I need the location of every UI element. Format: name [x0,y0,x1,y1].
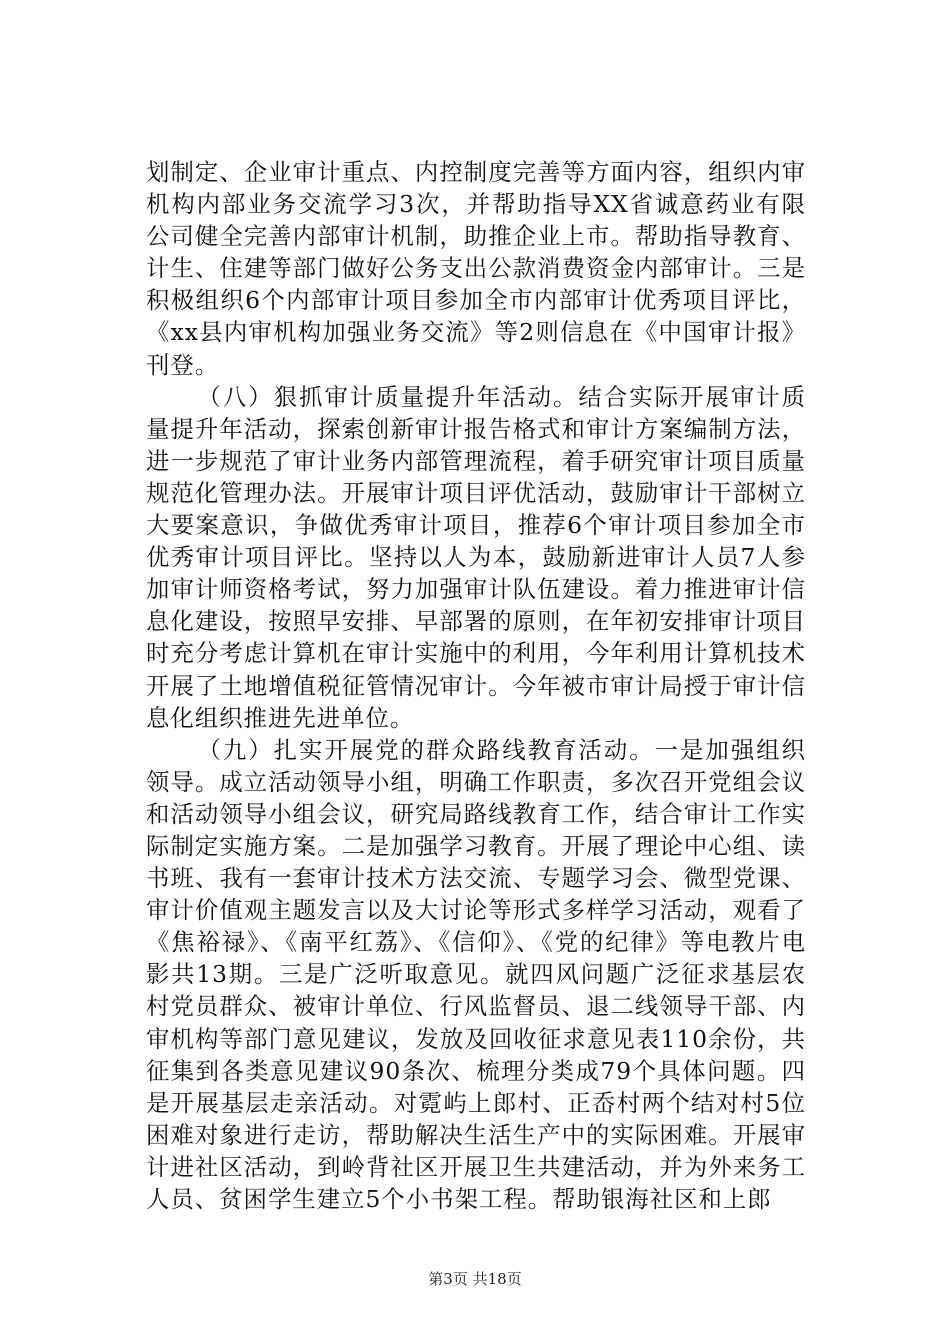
page-footer: 第3页 共18页 [428,1270,522,1288]
paragraph-section-8: （八）狠抓审计质量提升年活动。结合实际开展审计质量提升年活动，探索创新审计报告格式和审计方案编制方法，进一步规范了审计业务内部管理流程，着手研究审计项目质量规范化管理办法。开展审计项目评优活动，鼓励审计干部树立大要案意识，争做优秀审计项目，推荐6个审计项目参加全市优秀审计项目评比。坚持以人为本，鼓励新进审计人员7人参加审计师资格考试，努力加强审计队伍建设。着力推进审计信息化建设，按照早安排、早部署的原则，在年初安排审计项目时充分考虑计算机在审计实施中的利用，今年利用计算机技术开展了土地增值税征管情况审计。今年被市审计局授于审计信息化组织推进先进单位。 [146,382,806,732]
paragraph-continuation: 划制定、企业审计重点、内控制度完善等方面内容，组织内审机构内部业务交流学习3次，并帮助指导XX省诚意药业有限公司健全完善内部审计机制，助推企业上市。帮助指导教育、计生、住建等部门做好公务支出公款消费资金内部审计。三是积极组织6个内部审计项目参加全市内部审计优秀项目评比，《xx县内审机构加强业务交流》等2则信息在《中国审计报》刊登。 [146,158,806,379]
paragraph-section-9: （九）扎实开展党的群众路线教育活动。一是加强组织领导。成立活动领导小组，明确工作职责，多次召开党组会议和活动领导小组会议，研究局路线教育工作，结合审计工作实际制定实施方案。二是加强学习教育。开展了理论中心组、读书班、我有一套审计技术方法交流、专题学习会、微型党课、审计价值观主题发言以及大讨论等形式多样学习活动，观看了《焦裕禄》、《南平红荔》、《信仰》、《党的纪律》等电教片电影共13期。三是广泛听取意见。就四风问题广泛征求基层农村党员群众、被审计单位、行风监督员、退二线领导干部、内审机构等部门意见建议，发放及回收征求意见表110余份，共征集到各类意见建议90条次、梳理分类成79个具体问题。四是开展基层走亲活动。对霓屿上郎村、正岙村两个结对村5位困难对象进行走访，帮助解决生活生产中的实际困难。开展审计进社区活动，到岭背社区开展卫生共建活动，并为外来务工人员、贫困学生建立5个小书架工程。帮助银海社区和上郎 [146,735,806,1213]
document-body [146,156,806,1215]
